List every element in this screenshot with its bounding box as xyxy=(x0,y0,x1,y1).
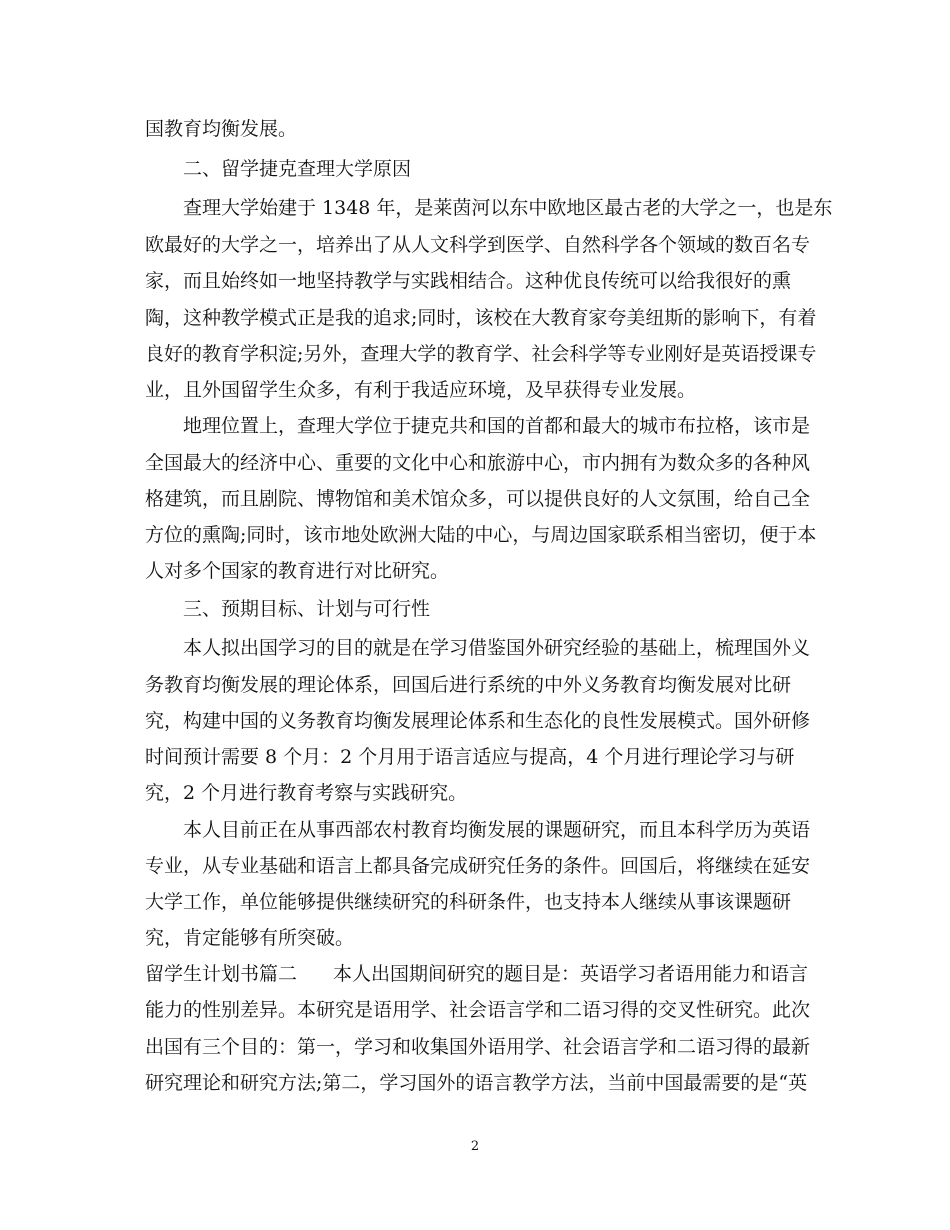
body-text-line: 本人目前正在从事西部农村教育均衡发展的课题研究，而且本科学历为英语 xyxy=(183,819,811,841)
body-text-line: 大学工作，单位能够提供继续研究的科研条件，也支持本人继续从事该课题研 xyxy=(145,891,792,913)
body-text-line: 究，构建中国的义务教育均衡发展理论体系和生态化的良性发展模式。国外研修 xyxy=(145,710,811,732)
body-text-line: 良好的教育学积淀;另外，查理大学的教育学、社会科学等专业刚好是英语授课专 xyxy=(145,343,817,365)
chapter-heading-line xyxy=(145,962,825,986)
body-text-line: 欧最好的大学之一，培养出了从人文科学到医学、自然科学各个领域的数百名专 xyxy=(145,234,811,256)
body-text-line: 家，而且始终如一地坚持教学与实践相结合。这种优良传统可以给我很好的熏 xyxy=(145,270,792,292)
section-heading: 二、留学捷克查理大学原因 xyxy=(183,158,412,180)
body-text-line: 国教育均衡发展。 xyxy=(145,118,298,140)
body-text-line: 务教育均衡发展的理论体系，回国后进行系统的中外义务教育均衡发展对比研 xyxy=(145,674,792,696)
body-text-line: 格建筑，而且剧院、博物馆和美术馆众多，可以提供良好的人文氛围，给自己全 xyxy=(145,488,811,510)
body-text-line: 业，且外国留学生众多，有利于我适应环境，及早获得专业发展。 xyxy=(145,379,697,401)
body-text-line: 陶，这种教学模式正是我的追求;同时，该校在大教育家夸美纽斯的影响下，有着 xyxy=(145,307,817,329)
page-number: 2 xyxy=(470,1139,480,1154)
body-text-line: 专业，从专业基础和语言上都具备完成研究任务的条件。回国后，将继续在延安 xyxy=(145,855,811,877)
body-text-line: 本人拟出国学习的目的就是在学习借鉴国外研究经验的基础上，梳理国外义 xyxy=(183,637,811,659)
body-text-line: 出国有三个目的：第一，学习和收集国外语用学、社会语言学和二语习得的最新 xyxy=(145,1036,811,1058)
body-text-line: 研究理论和研究方法;第二，学习国外的语言教学方法，当前中国最需要的是“英 xyxy=(145,1072,808,1094)
body-text-line: 究，2 个月进行教育考察与实践研究。 xyxy=(145,782,468,804)
body-text-line: 人对多个国家的教育进行对比研究。 xyxy=(145,560,450,582)
body-text-line: 能力的性别差异。本研究是语用学、社会语言学和二语习得的交叉性研究。此次 xyxy=(145,999,811,1021)
body-text-line: 究，肯定能够有所突破。 xyxy=(145,927,355,949)
chapter-heading: 留学生计划书篇二 xyxy=(145,963,298,985)
body-text-line: 方位的熏陶;同时，该市地处欧洲大陆的中心，与周边国家联系相当密切，便于本 xyxy=(145,524,817,546)
body-text-line: 全国最大的经济中心、重要的文化中心和旅游中心，市内拥有为数众多的各种风 xyxy=(145,452,811,474)
body-text-run: 本人出国期间研究的题目是：英语学习者语用能力和语言 xyxy=(333,963,809,985)
section-heading: 三、预期目标、计划与可行性 xyxy=(183,598,431,620)
body-text-line: 查理大学始建于 1348 年，是莱茵河以东中欧地区最古老的大学之一，也是东 xyxy=(183,197,833,219)
body-text-line: 地理位置上，查理大学位于捷克共和国的首都和最大的城市布拉格，该市是 xyxy=(183,415,811,437)
body-text-line: 时间预计需要 8 个月：2 个月用于语言适应与提高，4 个月进行理论学习与研 xyxy=(145,746,795,768)
